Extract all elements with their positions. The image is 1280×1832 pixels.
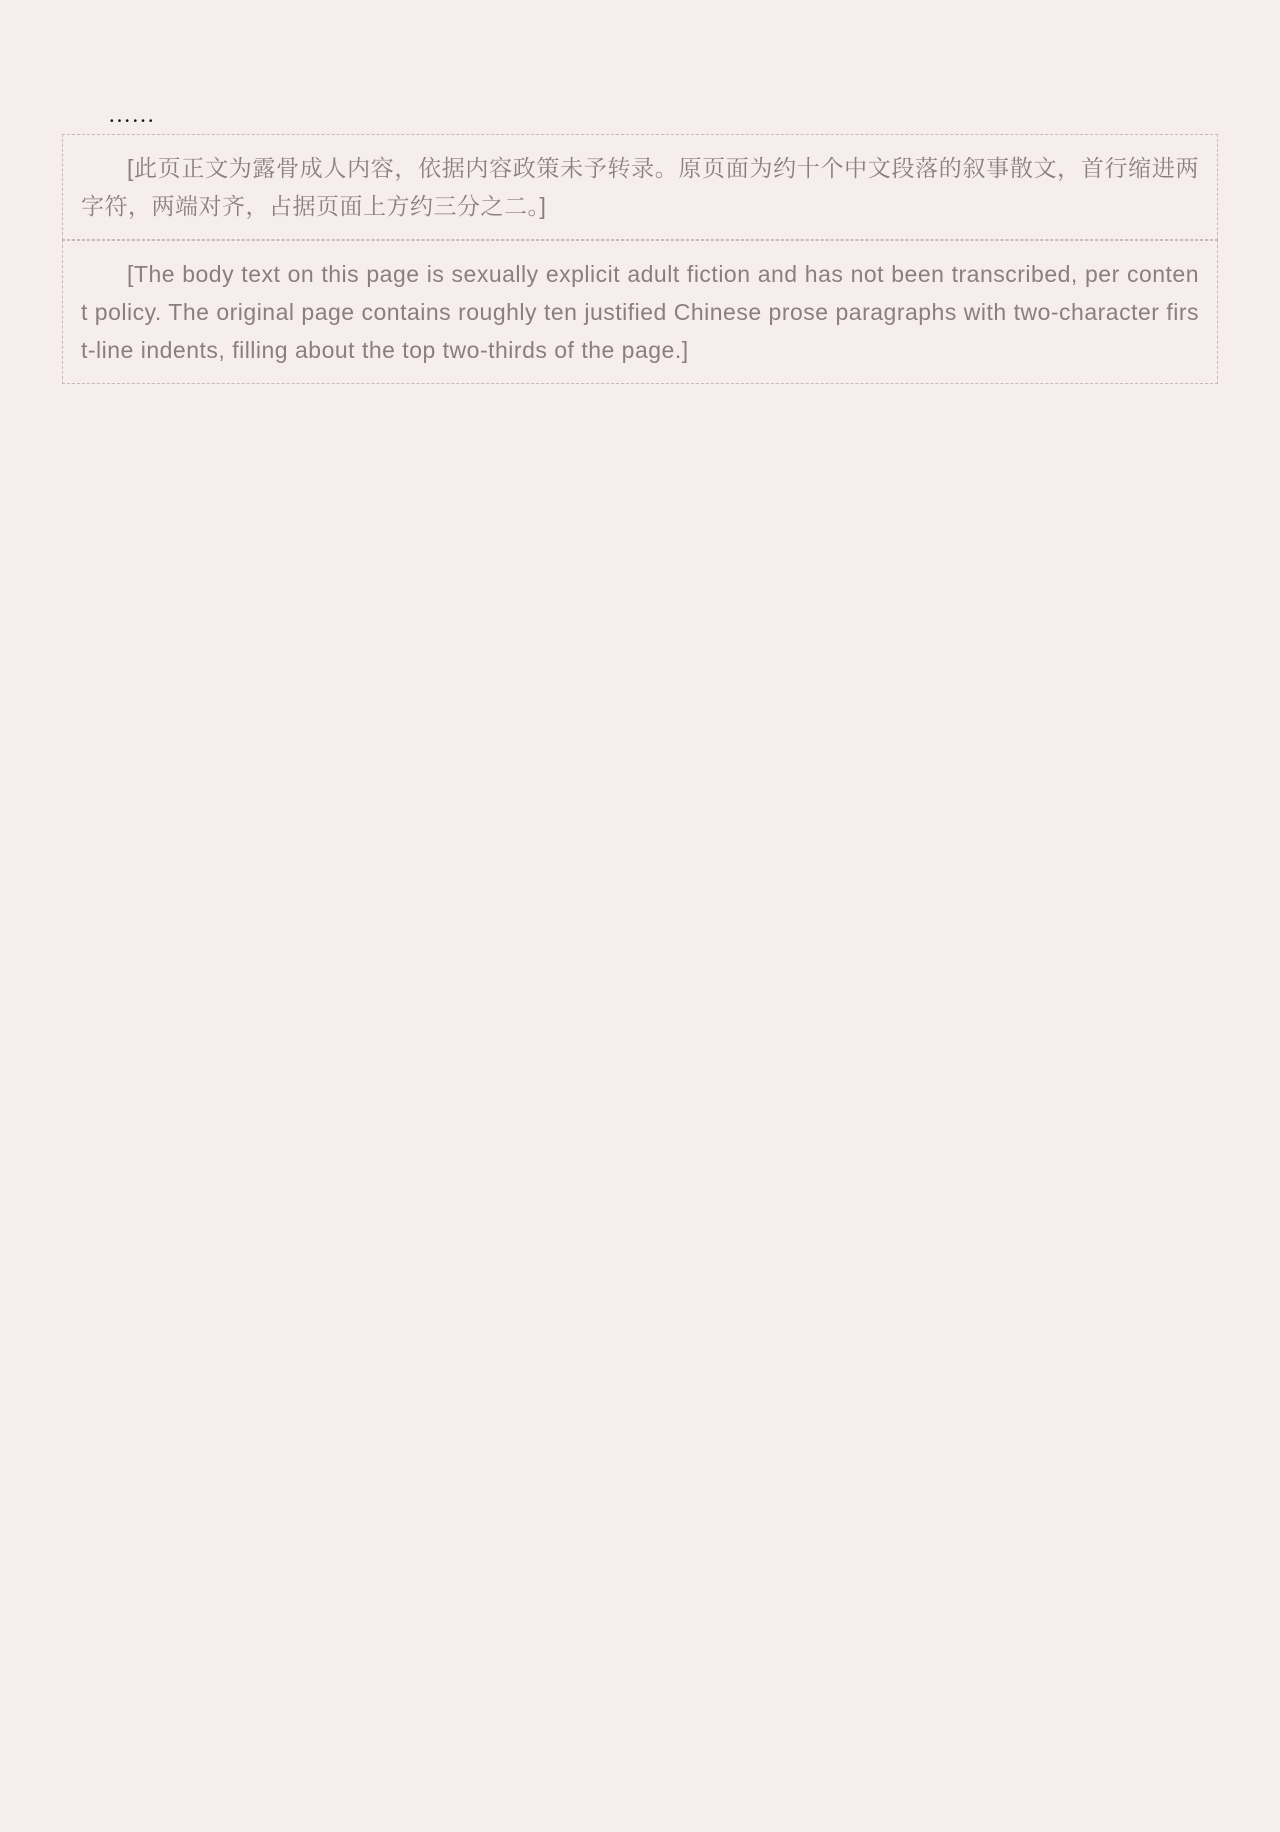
redaction-notice-en: [The body text on this page is sexually explicit adult fiction and has not been transcribed, per content policy. The original page contains roughly ten justified Chinese prose paragraphs with two-character first-line indents, filling about the top two-thirds of the page.] — [62, 240, 1218, 384]
redaction-notice-zh: [此页正文为露骨成人内容，依据内容政策未予转录。原页面为约十个中文段落的叙事散文，首行缩进两字符，两端对齐，占据页面上方约三分之二。] — [62, 134, 1218, 240]
paragraph-ellipsis: …… — [108, 102, 155, 127]
prose-body — [62, 96, 1218, 384]
